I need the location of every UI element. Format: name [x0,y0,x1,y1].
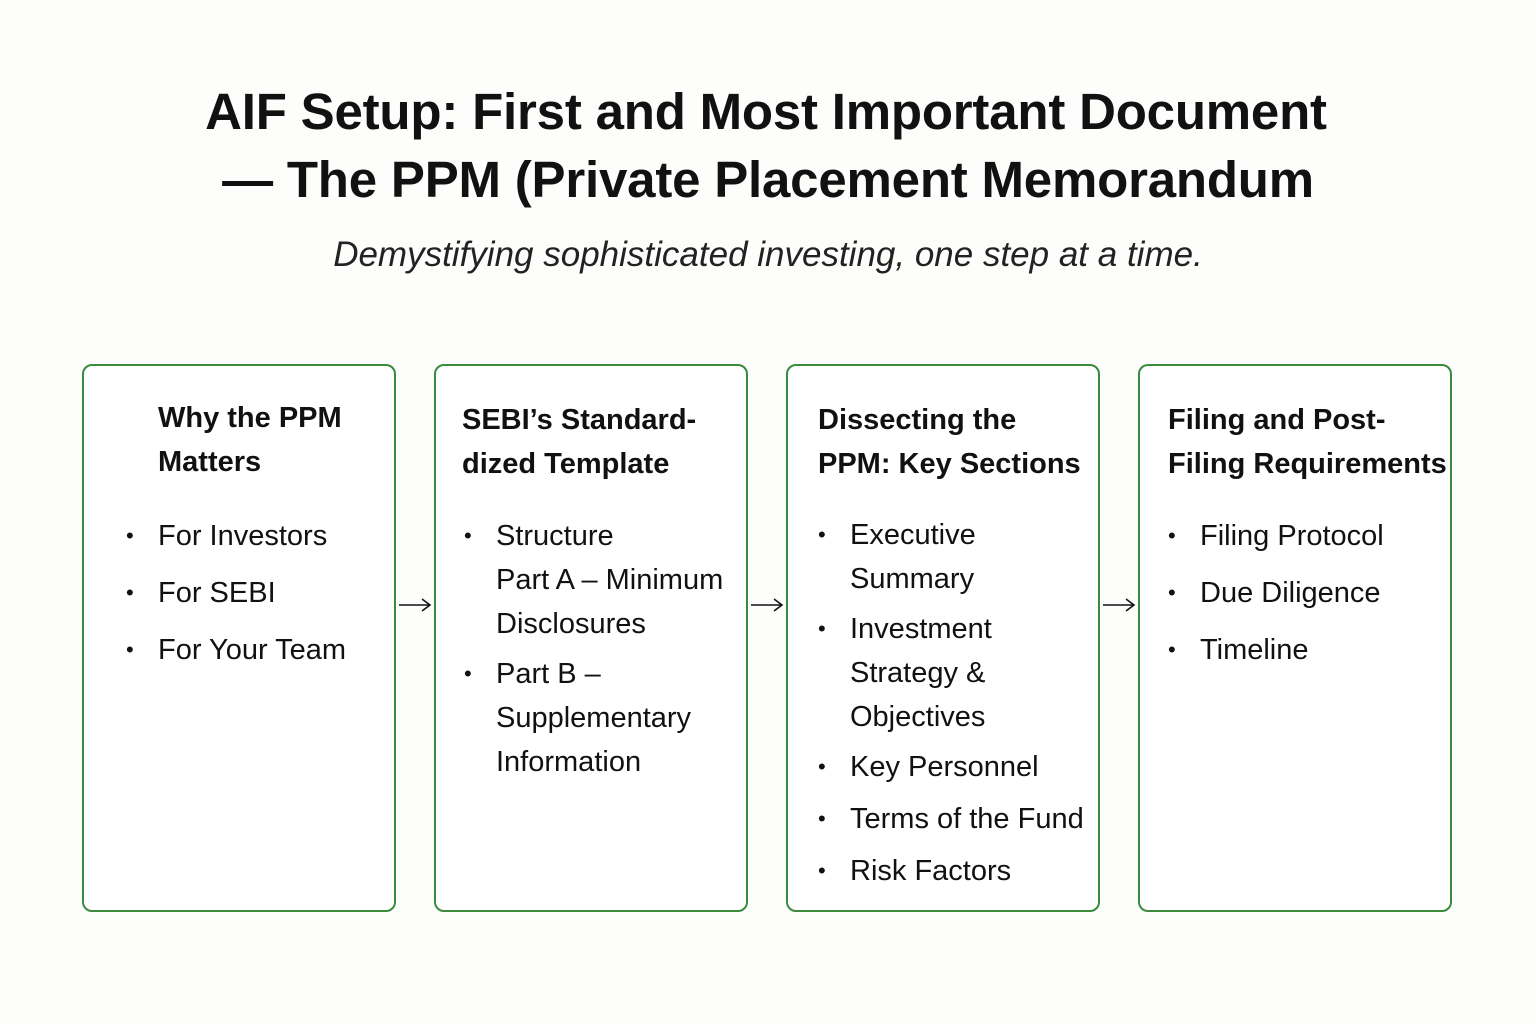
bullet-icon: • [464,661,472,686]
list-item [816,797,1106,841]
bullet-icon: • [818,616,826,641]
card-item-list [462,514,723,790]
step-card-key-sections [786,364,1100,912]
bullet-icon: • [126,523,134,548]
card-item-list [1166,514,1384,685]
list-item [1166,571,1384,615]
list-item [816,607,1106,739]
list-item-label: Due Diligence [1200,577,1381,609]
arrow-right-icon [750,594,784,616]
list-item-label: Executive Summary [850,519,976,595]
list-item-label: For Investors [158,520,328,552]
list-item [462,652,723,784]
page-subtitle: Demystifying sophisticated investing, one step at a time. [333,235,1203,274]
bullet-icon: • [818,858,826,883]
card-heading: Dissecting the PPM: Key Sections [818,404,1081,480]
list-item [462,514,723,646]
list-item-label: Key Personnel [850,751,1039,783]
card-item-list [124,514,346,685]
page-title-line-2: — The PPM (Private Placement Memorandum [222,151,1314,208]
list-item [816,745,1106,789]
list-item-label: Terms of the Fund [850,803,1084,835]
bullet-icon: • [1168,637,1176,662]
list-item [124,514,346,558]
list-item-label: Investment Strategy & Objectives [850,613,992,733]
bullet-icon: • [818,754,826,779]
card-heading: Why the PPM Matters [158,402,342,478]
list-item [1166,628,1384,672]
list-item-label: Part B – Supplementary Information [496,658,692,778]
list-item-label: Risk Factors [850,855,1012,887]
bullet-icon: • [1168,523,1176,548]
arrow-right-icon [398,594,432,616]
bullet-icon: • [818,806,826,831]
list-item-label: Structure Part A – Minimum Disclosures [496,520,724,640]
bullet-icon: • [818,522,826,547]
list-item-label: For SEBI [158,577,276,609]
arrow-right-icon [1102,594,1136,616]
card-heading: Filing and Post- Filing Requirements [1168,404,1447,480]
step-card-sebi-template [434,364,748,912]
card-heading: SEBI’s Standard- dized Template [462,404,697,480]
bullet-icon: • [1168,580,1176,605]
bullet-icon: • [464,523,472,548]
page-title-line-1: AIF Setup: First and Most Important Document [205,83,1327,140]
list-item [816,849,1106,893]
list-item [124,628,346,672]
list-item [124,571,346,615]
bullet-icon: • [126,580,134,605]
list-item-label: Filing Protocol [1200,520,1384,552]
step-card-filing-requirements [1138,364,1452,912]
list-item [1166,514,1384,558]
list-item [816,513,1106,601]
step-card-why-ppm-matters [82,364,396,912]
list-item-label: For Your Team [158,634,347,666]
card-item-list [816,513,1106,899]
list-item-label: Timeline [1200,634,1309,666]
bullet-icon: • [126,637,134,662]
